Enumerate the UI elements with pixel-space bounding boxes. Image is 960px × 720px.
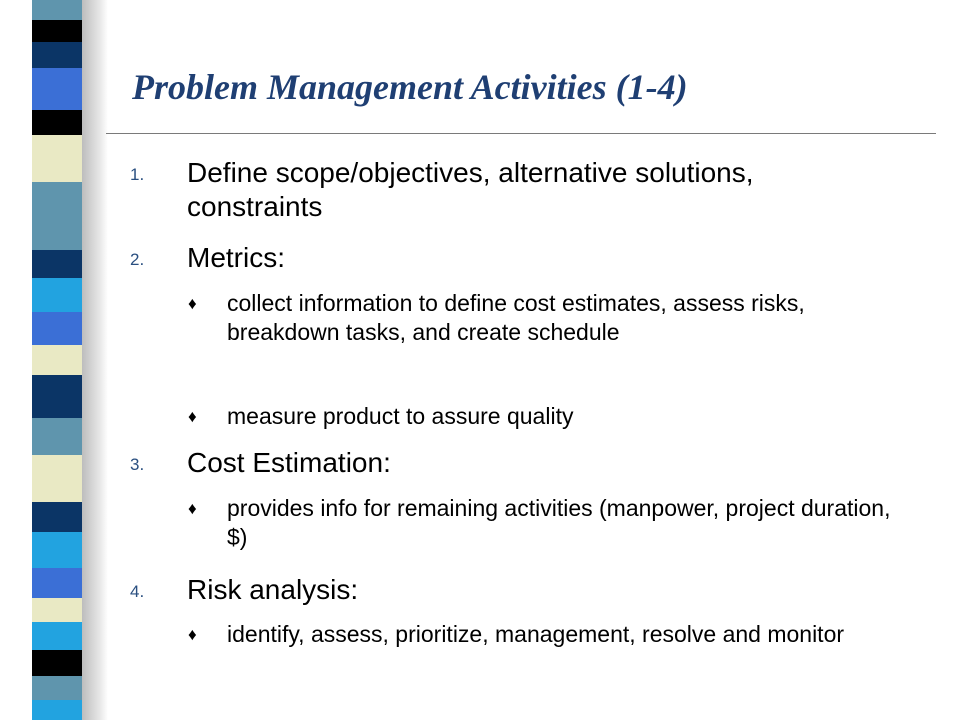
item-number: 4. [130, 582, 145, 601]
diamond-bullet-icon: ♦ [188, 407, 197, 426]
item-text: Define scope/objectives, alternative solutions, constraints [187, 157, 754, 222]
sub-item-text: measure product to assure quality [227, 403, 574, 429]
stripe-block [32, 502, 82, 532]
diamond-bullet-icon: ♦ [188, 625, 197, 644]
list-item-4 [130, 573, 870, 607]
stripe-block [32, 700, 82, 720]
stripe-block [32, 0, 82, 20]
stripe-block [32, 250, 82, 278]
stripe-block [32, 676, 82, 700]
item-number: 2. [130, 250, 145, 269]
stripe-block [32, 182, 82, 212]
item-number: 1. [130, 165, 145, 184]
sub-item [188, 620, 908, 649]
sub-item [188, 402, 908, 431]
stripe-shadow [82, 0, 108, 720]
item-number: 3. [130, 455, 145, 474]
item-text: Risk analysis: [187, 574, 359, 605]
stripe-block [32, 42, 82, 68]
item-text: Cost Estimation: [187, 447, 391, 478]
stripe-block [32, 212, 82, 250]
title-divider [106, 133, 936, 134]
stripe-block [32, 278, 82, 312]
sub-item [188, 494, 908, 552]
sub-item-text: collect information to define cost estimates, assess risks, breakdown tasks, and create schedule [227, 290, 805, 345]
diamond-bullet-icon: ♦ [188, 499, 197, 518]
decorative-stripe [32, 0, 82, 720]
stripe-block [32, 135, 82, 182]
stripe-block [32, 455, 82, 502]
list-item-1 [130, 156, 870, 224]
stripe-block [32, 110, 82, 135]
stripe-block [32, 20, 82, 42]
sub-item [188, 289, 908, 347]
diamond-bullet-icon: ♦ [188, 294, 197, 313]
list-item-3 [130, 446, 870, 480]
stripe-block [32, 375, 82, 418]
stripe-block [32, 345, 82, 375]
stripe-block [32, 312, 82, 345]
sub-item-text: provides info for remaining activities (manpower, project duration, $) [227, 495, 891, 550]
stripe-block [32, 598, 82, 622]
stripe-block [32, 568, 82, 598]
stripe-block [32, 68, 82, 110]
stripe-block [32, 418, 82, 455]
slide-title: Problem Management Activities (1-4) [132, 67, 688, 107]
stripe-block [32, 650, 82, 676]
stripe-block [32, 532, 82, 568]
sub-item-text: identify, assess, prioritize, management, resolve and monitor [227, 621, 845, 647]
list-item-2 [130, 241, 870, 275]
stripe-block [32, 622, 82, 650]
item-text: Metrics: [187, 242, 285, 273]
